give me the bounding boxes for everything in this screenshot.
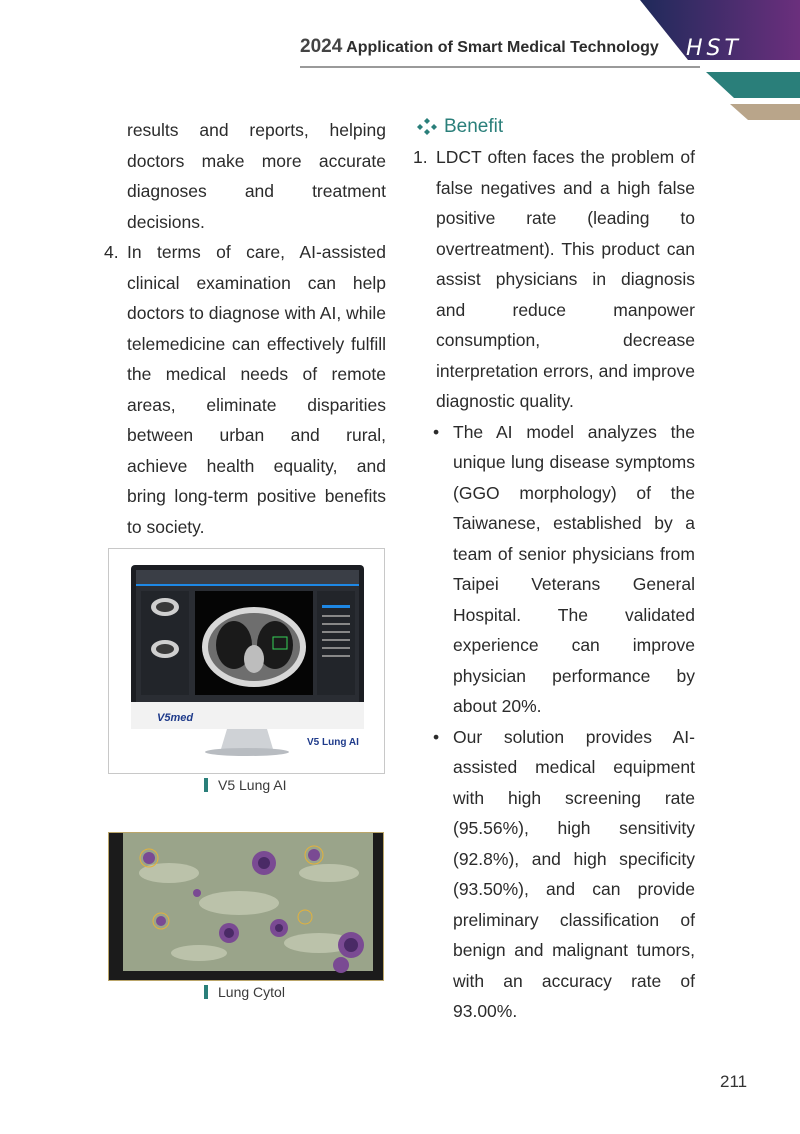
caption-marker bbox=[204, 985, 208, 999]
figure-caption bbox=[204, 984, 285, 1000]
item-number: 4. bbox=[104, 242, 119, 262]
text-line: decisions. bbox=[127, 211, 205, 232]
continued-paragraph bbox=[104, 115, 386, 237]
diamond-bullet-icon bbox=[415, 117, 439, 137]
figure-caption bbox=[204, 777, 287, 793]
item-number: 1. bbox=[413, 147, 428, 167]
caption-text: V5 Lung AI bbox=[218, 777, 287, 793]
running-header bbox=[300, 36, 670, 64]
page-number: 211 bbox=[720, 1072, 748, 1091]
figure-v5-lung-ai bbox=[108, 548, 385, 774]
list-item-4 bbox=[104, 237, 386, 542]
header-decoration bbox=[630, 0, 800, 125]
figure-lung-cytology bbox=[108, 832, 384, 981]
text-line: results and reports, helping bbox=[127, 120, 386, 140]
monitor-brand: V5med bbox=[157, 712, 194, 724]
caption-text: Lung Cytol bbox=[218, 984, 285, 1000]
benefit-heading bbox=[413, 112, 695, 142]
header-title: Application of Smart Medical Technology bbox=[346, 39, 659, 56]
hst-logo: HST bbox=[686, 36, 742, 61]
cytology-image bbox=[109, 833, 383, 980]
bullet-dot-icon: • bbox=[433, 726, 440, 747]
header-year: 2024 bbox=[300, 36, 343, 57]
left-column bbox=[104, 115, 386, 542]
caption-marker bbox=[204, 778, 208, 792]
benefit-heading-text: Benefit bbox=[444, 116, 504, 137]
bullet-dot-icon: • bbox=[433, 421, 440, 442]
list-item-1 bbox=[413, 142, 695, 417]
bullet-item bbox=[413, 417, 695, 722]
item-text: In terms of care, AI-assisted clinical examination can help doctors to diagnose with AI, while telemedicine can effectively fulfill the medical needs of remote areas, eliminate disparities between urban and rural, achieve health equality, and bring long-term positive benefits to society. bbox=[127, 242, 386, 537]
monitor-label: V5 Lung AI bbox=[307, 737, 359, 748]
bullet-item bbox=[413, 722, 695, 1027]
right-column bbox=[413, 112, 695, 1027]
bullet-text: The AI model analyzes the unique lung disease symptoms (GGO morphology) of the Taiwanese, established by a team of senior physicians from Taipei Veterans General Hospital. The validated experience can improve physician performance by about 20%. bbox=[453, 421, 695, 716]
monitor-illustration bbox=[109, 549, 384, 773]
bullet-text: Our solution provides AI-assisted medical equipment with high screening rate (95.56%), high sensitivity (92.8%), and high specificity (93.50%), and can provide preliminary classification of benign and malignant tumors, with an accuracy rate of 93.00%. bbox=[453, 726, 695, 1021]
item-text: LDCT often faces the problem of false negatives and a high false positive rate (leading to overtreatment). This product can assist physicians in diagnosis and reduce manpower consumption, decrease interpretation errors, and improve diagnostic quality. bbox=[436, 147, 695, 411]
text-line: diagnoses and treatment bbox=[127, 181, 386, 201]
text-line: doctors make more accurate bbox=[127, 150, 386, 171]
